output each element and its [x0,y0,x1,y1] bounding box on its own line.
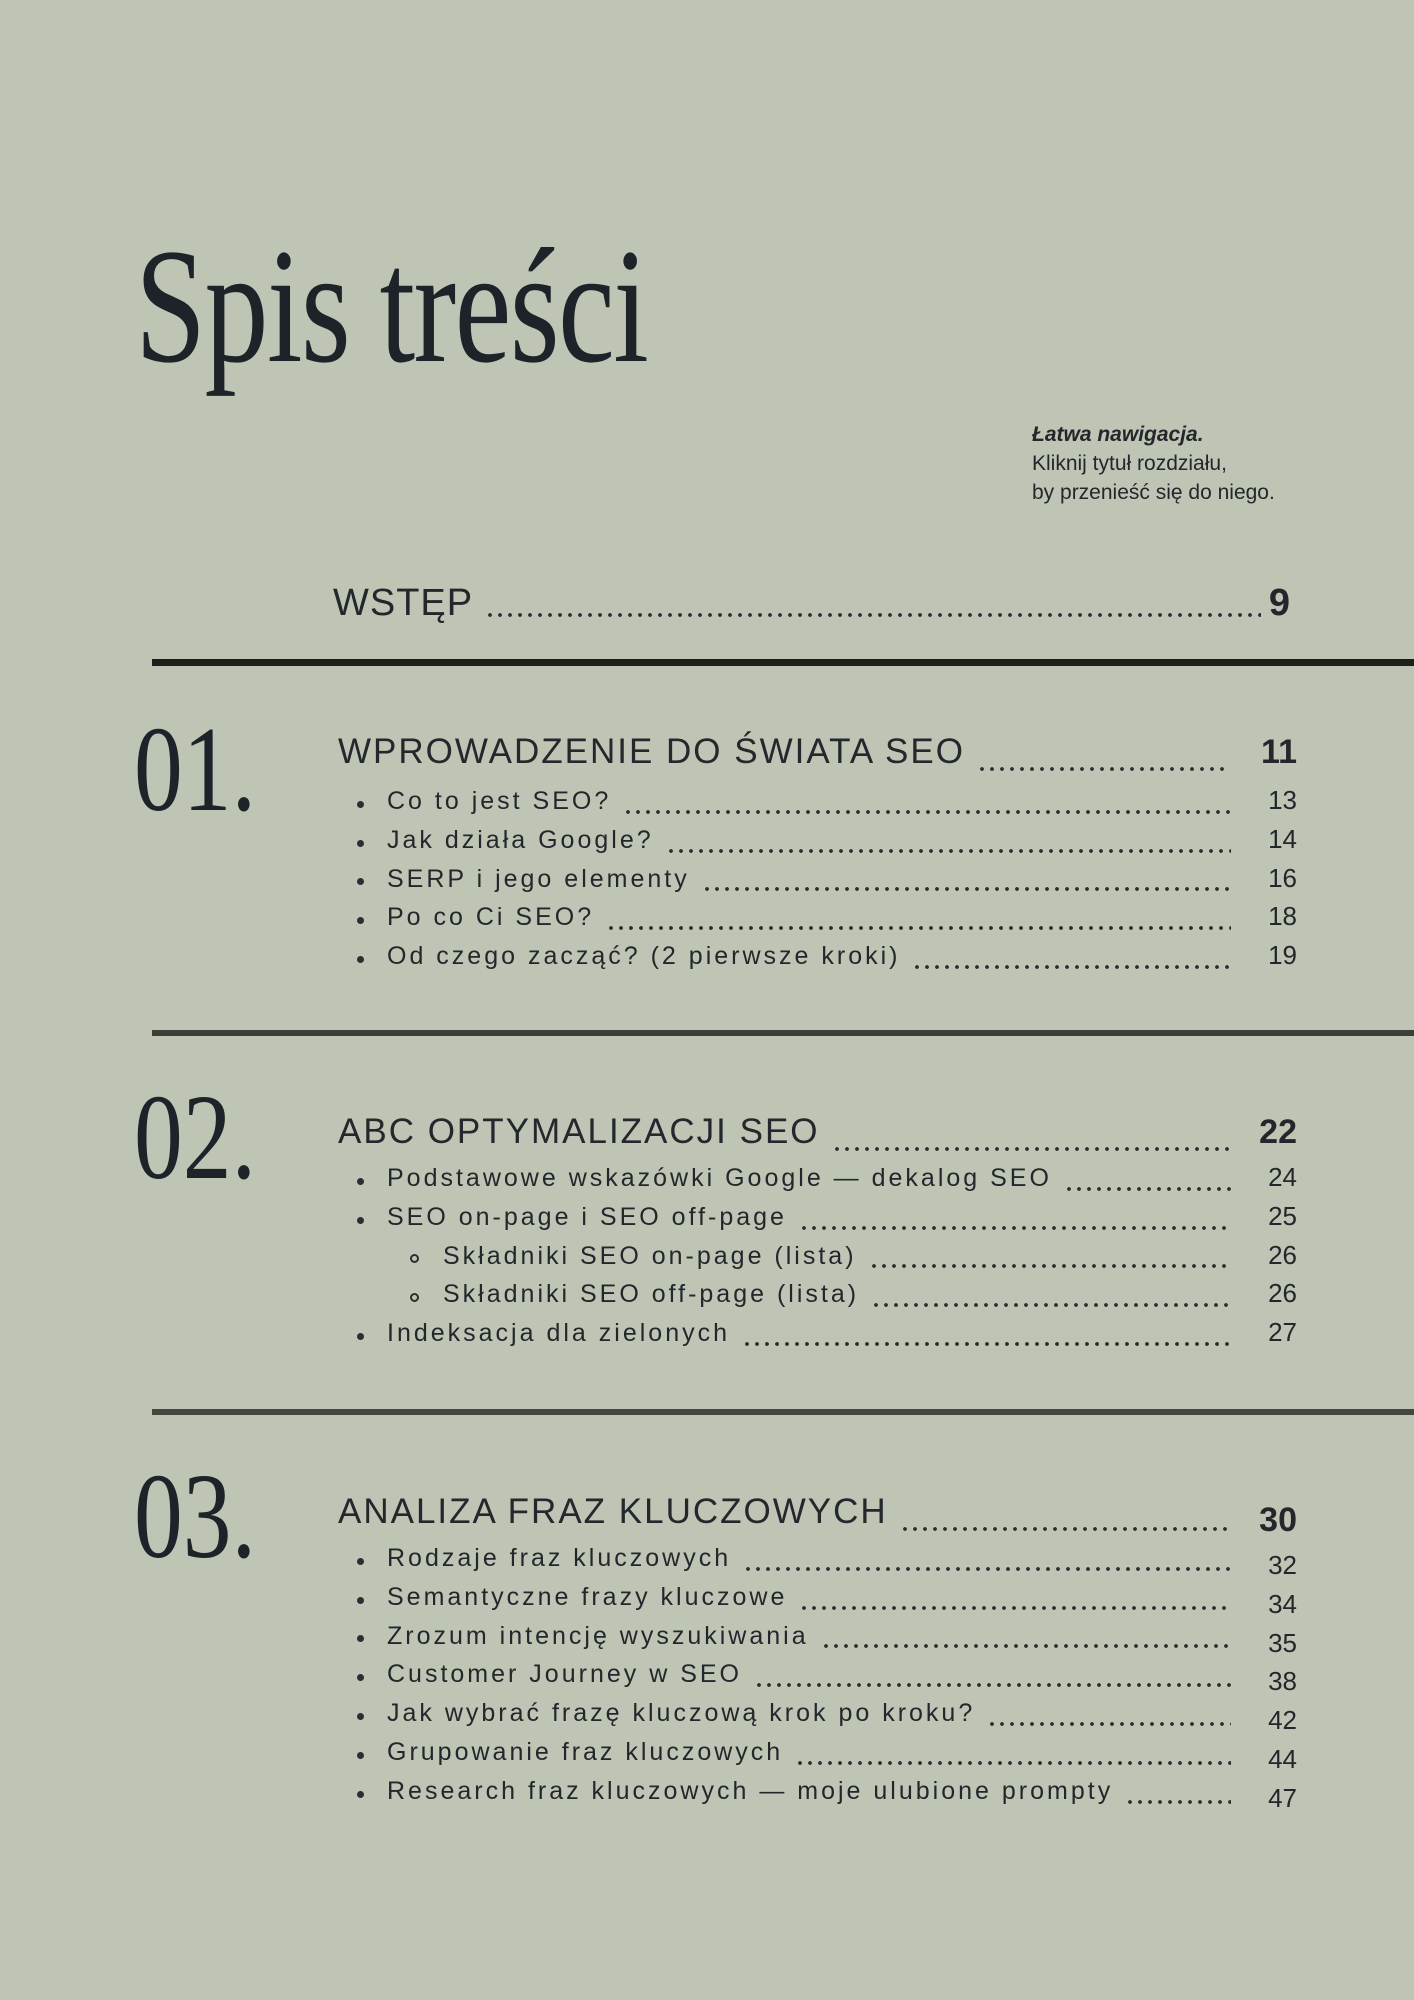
chapter-section [338,732,1297,979]
dot-leader [666,824,1231,863]
chapter-title: WPROWADZENIE DO ŚWIATA SEO [338,732,965,771]
dot-leader [795,1736,1231,1775]
dot-bullet-icon [357,1674,364,1681]
chapter-section [338,1492,1297,1814]
toc-item-label: SERP i jego elementy [387,864,690,893]
dot-leader [871,1278,1231,1317]
dot-leader [606,901,1231,940]
dot-bullet-icon [357,1333,364,1340]
dot-bullet-icon [357,1597,364,1604]
dot-leader [799,1581,1231,1620]
dot-bullet-icon [357,1178,364,1185]
toc-item-label: Składniki SEO off-page (lista) [443,1280,860,1309]
dot-bullet-icon [357,878,364,885]
toc-entry-intro-page: 9 [1268,582,1290,624]
toc-item-label: Podstawowe wskazówki Google — dekalog SEO [387,1164,1052,1192]
toc-item[interactable] [338,1775,1297,1814]
dot-bullet-icon [357,1217,364,1224]
toc-item-label: Indeksacja dla zielonych [387,1319,730,1348]
divider [152,1409,1414,1415]
toc-entry-intro-label: WSTĘP [333,582,474,624]
dot-leader [1064,1162,1231,1201]
toc-item-label: Po co Ci SEO? [387,903,595,932]
dot-leader [821,1620,1231,1659]
dot-leader [485,582,1261,628]
toc-entry-intro[interactable] [333,582,1290,628]
dot-bullet-icon [357,956,364,963]
toc-item[interactable] [338,940,1297,979]
dot-bullet-icon [357,917,364,924]
toc-item-page: 38 [1268,1666,1297,1697]
chapter-page-number: 22 [1259,1113,1297,1151]
dot-leader [869,1240,1231,1279]
dot-bullet-icon [357,1791,364,1798]
chapter-title: ANALIZA FRAZ KLUCZOWYCH [338,1492,888,1531]
dot-bullet-icon [357,840,364,847]
dot-bullet-icon [357,801,364,808]
toc-item-page: 24 [1268,1162,1297,1192]
toc-item-label: Jak wybrać frazę kluczową krok po kroku? [387,1699,976,1728]
toc-item[interactable] [338,1620,1297,1659]
chapter-title: ABC OPTYMALIZACJI SEO [338,1112,820,1151]
toc-item[interactable] [338,785,1297,824]
navigation-hint-line2: Kliknij tytuł rozdziału, [1032,452,1227,475]
toc-item-page: 25 [1268,1200,1297,1231]
toc-item-label: Semantyczne frazy kluczowe [387,1582,788,1611]
circle-bullet-icon [410,1293,419,1302]
toc-item-label: Jak działa Google? [387,825,654,854]
toc-item-label: Składniki SEO on-page (lista) [443,1241,857,1270]
toc-item[interactable] [338,1317,1297,1356]
dot-bullet-icon [357,1752,364,1759]
toc-item-label: SEO on-page i SEO off-page [387,1202,787,1231]
toc-item[interactable] [338,1240,1297,1279]
toc-item-label: Grupowanie fraz kluczowych [387,1737,784,1766]
dot-leader [623,785,1231,824]
toc-item-label: Research fraz kluczowych — moje ulubione prompty [387,1776,1114,1805]
toc-item[interactable] [338,863,1297,902]
dot-leader [743,1542,1231,1581]
toc-item-label: Zrozum intencję wyszukiwania [387,1621,809,1650]
dot-leader [799,1201,1231,1240]
chapter-title-link[interactable] [338,1112,1297,1162]
toc-item[interactable] [338,1736,1297,1775]
dot-leader [987,1697,1231,1736]
dot-leader [702,863,1231,902]
dot-leader [754,1658,1231,1697]
chapter-number: 03. [134,1449,256,1584]
dot-leader [832,1112,1229,1162]
toc-item-page: 35 [1268,1627,1297,1658]
chapter-page-number: 11 [1261,733,1297,771]
toc-item[interactable] [338,1542,1297,1581]
dot-bullet-icon [357,1635,364,1642]
toc-item[interactable] [338,1162,1297,1201]
chapter-title-link[interactable] [338,732,1297,782]
chapter-item-list [338,785,1297,979]
toc-item-page: 19 [1268,940,1297,971]
dot-leader [1125,1775,1231,1814]
dot-leader [912,940,1231,979]
divider [152,659,1414,666]
chapter-number: 01. [134,702,256,837]
dot-leader [977,732,1229,782]
toc-item-page: 16 [1268,862,1297,893]
dot-bullet-icon [357,1713,364,1720]
page-title: Spis treści [135,216,648,397]
navigation-hint-line3: by przenieść się do niego. [1032,481,1275,504]
circle-bullet-icon [410,1254,419,1263]
toc-item-page: 18 [1268,901,1297,932]
chapter-title-link[interactable] [338,1492,1297,1542]
toc-item[interactable] [338,1658,1297,1697]
toc-item-label: Rodzaje fraz kluczowych [387,1544,732,1572]
toc-item-page: 44 [1268,1743,1297,1774]
toc-item-page: 13 [1268,785,1297,815]
toc-item-page: 47 [1268,1782,1297,1813]
dot-leader [900,1492,1229,1542]
toc-item[interactable] [338,1581,1297,1620]
toc-item-page: 42 [1268,1705,1297,1736]
toc-item-page: 26 [1268,1239,1297,1270]
toc-item[interactable] [338,1697,1297,1736]
toc-item[interactable] [338,824,1297,863]
chapter-number: 02. [134,1070,256,1205]
chapter-item-list [338,1162,1297,1356]
toc-item-page: 14 [1268,823,1297,854]
toc-item[interactable] [338,1201,1297,1240]
toc-item[interactable] [338,901,1297,940]
toc-item-label: Od czego zacząć? (2 pierwsze kroki) [387,942,901,971]
toc-item-label: Co to jest SEO? [387,787,612,815]
toc-item[interactable] [338,1278,1297,1317]
dot-bullet-icon [357,1558,364,1565]
toc-item-page: 26 [1268,1278,1297,1309]
chapter-section [338,1112,1297,1356]
toc-item-page: 27 [1268,1317,1297,1348]
toc-item-label: Customer Journey w SEO [387,1660,742,1689]
chapter-item-list [338,1542,1297,1814]
toc-item-page: 34 [1268,1588,1297,1619]
navigation-hint [1032,420,1275,507]
dot-leader [742,1317,1231,1356]
toc-item-page: 32 [1268,1550,1297,1580]
divider [152,1030,1414,1036]
chapter-page-number: 30 [1259,1501,1297,1539]
navigation-hint-emphasis: Łatwa nawigacja. [1032,423,1204,446]
